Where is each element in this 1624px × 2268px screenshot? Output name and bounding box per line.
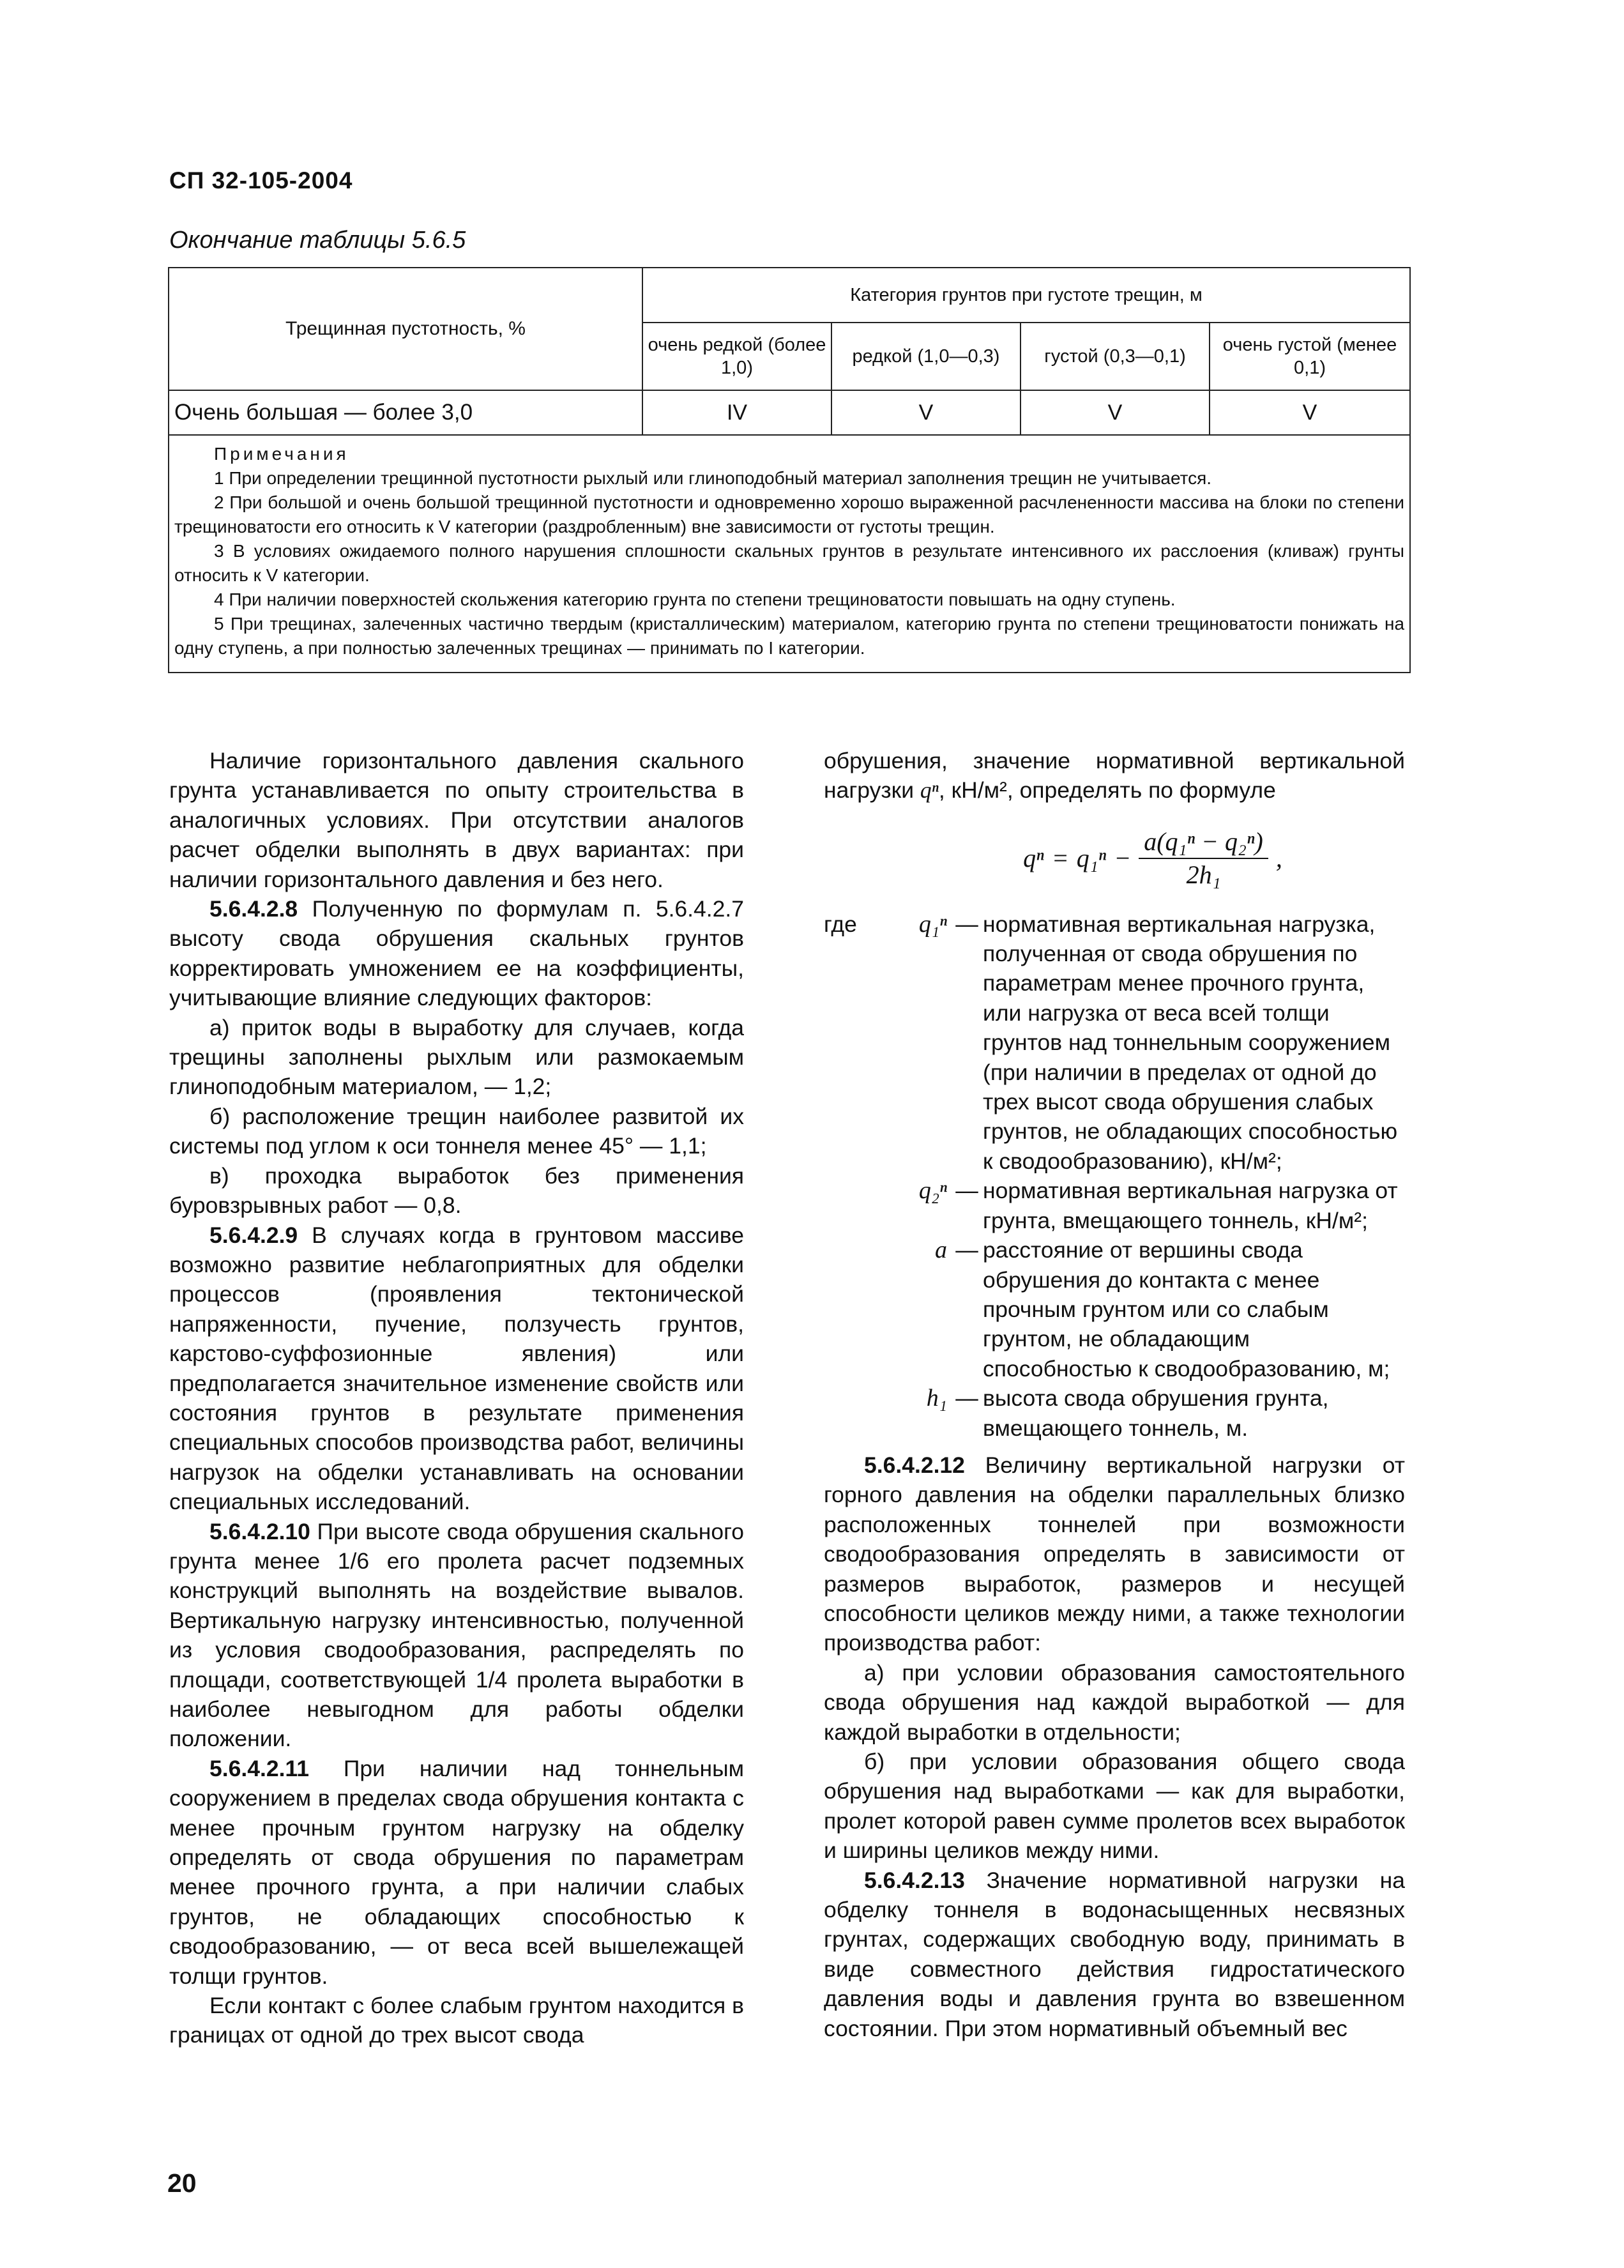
list-item: а) приток воды в выработку для случаев, когда трещины заполнены рыхлым или размокаемым глиноподобным материалом, — 1,2;: [169, 1014, 744, 1100]
notes-title: Примечания: [214, 444, 349, 464]
definition-row: [824, 1176, 1405, 1235]
definition-symbol: a: [935, 1237, 947, 1264]
formula-tail: ,: [1275, 844, 1282, 873]
definition-dash: —: [955, 1385, 978, 1412]
definition-symbol: q₂ⁿ: [918, 1177, 947, 1205]
definition-dash: —: [955, 911, 978, 937]
clause-number: 5.6.4.2.12: [864, 1452, 965, 1478]
definition-row: [824, 1235, 1405, 1383]
definition-dash: —: [955, 1237, 978, 1263]
definition-text: нормативная вертикальная нагрузка от грунта, вмещающего тоннель, кН/м²;: [983, 1178, 1398, 1233]
group-header: Категория грунтов при густоте трещин, м: [642, 268, 1410, 323]
formula-q1: q₁ⁿ: [1076, 844, 1107, 873]
where-word: где: [824, 911, 857, 937]
formula-definitions: [824, 909, 1405, 1443]
row-header-label: Трещинная пустотность, %: [169, 268, 642, 390]
definition-text: высота свода обрушения грунта, вмещающего тоннель, м.: [983, 1385, 1329, 1441]
definition-row: [824, 1383, 1405, 1443]
note-item: 3 В условиях ожидаемого полного нарушения сплошности скальных грунтов в результате интенсивного их расслоения (кливаж) грунты относить к V категории.: [174, 541, 1405, 585]
formula-minus: −: [1114, 844, 1132, 873]
left-column: [169, 746, 744, 2050]
formula-lhs: qⁿ: [1023, 844, 1044, 873]
note-item: 5 При трещинах, залеченных частично твердым (кристаллическим) материалом, категорию грунта по степени трещиноватости понижать на одну ступень, а при полностью залеченных трещинах — принимать по I категории.: [174, 614, 1405, 658]
table-cell: IV: [642, 390, 831, 435]
list-item: в) проходка выработок без применения буровзрывных работ — 0,8.: [169, 1162, 744, 1219]
list-item: а) при условии образования самостоятельного свода обрушения над каждой выработкой — для каждой выработки в отдельности;: [824, 1659, 1405, 1745]
clause-text: При наличии над тоннельным сооружением в пределах свода обрушения контакта с менее прочным грунтом нагрузку на обделку определять от свода обрушения по параметрам менее прочного грунта, а при наличии слабых грунтов, не обладающих способностью к сводообразованию, — от веса всей вышележащей толщи грунтов.: [169, 1755, 744, 1989]
clause-text: Значение нормативной нагрузки на обделку тоннеля в водонасыщенных несвязных грунтах, содержащих свободную воду, принимать в виде совместного действия гидростатического давления воды и давления грунта во взвешенном состоянии. При этом нормативный объемный вес: [824, 1867, 1405, 2041]
definition-text: нормативная вертикальная нагрузка, полученная от свода обрушения по параметрам менее прочного грунта, или нагрузка от веса всей толщи грунтов над тоннельным сооружением (при наличии в пределах от одной до трех высот свода обрушения слабых грунтов, не обладающих способностью к сводообразованию), кН/м²;: [983, 911, 1398, 1174]
clause-5-6-4-2-11: [169, 1754, 744, 1991]
formula: [900, 827, 1405, 890]
definition-dash: —: [955, 1178, 978, 1204]
table-cell: V: [1210, 390, 1410, 435]
clause-text: При высоте свода обрушения скального грунта менее 1/6 его пролета расчет подземных конструкций выполнять на воздействие вывалов. Вертикальную нагрузку интенсивностью, полученной из условия сводообразования, распределять по площади, соответствующей 1/4 пролета выработки в наиболее невыгодном для работы обделки положении.: [169, 1518, 744, 1752]
clause-5-6-4-2-12: [824, 1450, 1405, 1658]
clause-number: 5.6.4.2.8: [209, 896, 298, 922]
formula-denominator: 2h₁: [1186, 860, 1221, 890]
clause-number: 5.6.4.2.9: [209, 1222, 298, 1248]
clause-text: Величину вертикальной нагрузки от горного давления на обделки параллельных близко расположенных тоннелей при возможности сводообразования определять в зависимости от размеров выработок, размеров и несущей способности целиков между ними, а также технологии производства работ:: [824, 1452, 1405, 1656]
right-column: [824, 746, 1405, 2043]
note-item: 2 При большой и очень большой трещинной пустотности и одновременно хорошо выраженной расчлененности массива на блоки по степени трещиноватости его относить к V категории (раздробленным) вне зависимости от густоты трещин.: [174, 492, 1405, 537]
clause-5-6-4-2-10: [169, 1517, 744, 1754]
table-cell: V: [831, 390, 1021, 435]
paragraph: обрушения, значение нормативной вертикальной нагрузки qⁿ, кН/м², определять по формуле: [824, 748, 1405, 803]
document-code: СП 32-105-2004: [169, 167, 353, 194]
note-item: 1 При определении трещинной пустотности рыхлый или глиноподобный материал заполнения трещин не учитывается.: [214, 468, 1212, 488]
clause-5-6-4-2-8: [169, 894, 744, 1013]
column-header: редкой (1,0—0,3): [831, 323, 1021, 390]
note-item: 4 При наличии поверхностей скольжения категорию грунта по степени трещиноватости повышать на одну ступень.: [214, 590, 1176, 609]
formula-fraction: [1139, 827, 1268, 890]
paragraph: Наличие горизонтального давления скального грунта устанавливается по опыту строительства в аналогичных условиях. При отсутствии аналогов расчет обделки выполнять в двух вариантах: при наличии горизонтального давления и без него.: [169, 748, 744, 892]
table-notes: [169, 435, 1410, 673]
column-header: очень густой (менее 0,1): [1210, 323, 1410, 390]
column-header: очень редкой (более 1,0): [642, 323, 831, 390]
paragraph: Если контакт с более слабым грунтом находится в границах от одной до трех высот свода: [169, 1993, 744, 2048]
clause-number: 5.6.4.2.10: [209, 1518, 310, 1544]
definition-row: [824, 909, 1405, 1176]
row-label: Очень большая — более 3,0: [169, 390, 642, 435]
table-cell: V: [1021, 390, 1210, 435]
definition-symbol: h₁: [926, 1385, 947, 1412]
list-item: б) при условии образования общего свода обрушения над выработками — как для выработки, пролет которой равен сумме пролетов всех выработок и ширины целиков между ними.: [824, 1749, 1405, 1864]
clause-number: 5.6.4.2.13: [864, 1867, 965, 1893]
definition-symbol: q₁ⁿ: [918, 910, 947, 938]
fracture-category-table: [168, 267, 1411, 673]
clause-text: В случаях когда в грунтовом массиве возможно развитие неблагоприятных для обделки процессов (проявления тектонической напряженности, пучение, ползучесть грунтов, карстово-суффозионные явления) или предполагается значительное изменение свойств или состояния грунтов в результате применения специальных способов производства работ, величины нагрузок на обделки устанавливать на основании специальных исследований.: [169, 1222, 744, 1515]
clause-number: 5.6.4.2.11: [209, 1755, 309, 1781]
symbol-q-n: qⁿ: [920, 777, 939, 803]
clause-5-6-4-2-13: [824, 1866, 1405, 2043]
clause-text: Полученную по формулам п. 5.6.4.2.7 высоту свода обрушения скальных грунтов корректировать умножением ее на коэффициенты, учитывающие влияние следующих факторов:: [169, 896, 744, 1011]
column-header: густой (0,3—0,1): [1021, 323, 1210, 390]
clause-5-6-4-2-9: [169, 1221, 744, 1517]
definition-text: расстояние от вершины свода обрушения до контакта с менее прочным грунтом или со слабым грунтом, не обладающим способностью к сводообразованию, м;: [983, 1237, 1390, 1381]
formula-numerator: a(q₁ⁿ − q₂ⁿ): [1139, 827, 1268, 859]
list-item: б) расположение трещин наиболее развитой их системы под углом к оси тоннеля менее 45° — 1,1;: [169, 1103, 744, 1159]
formula-equals: =: [1051, 844, 1069, 873]
page-number: 20: [167, 2168, 197, 2198]
table-caption: Окончание таблицы 5.6.5: [169, 227, 466, 254]
